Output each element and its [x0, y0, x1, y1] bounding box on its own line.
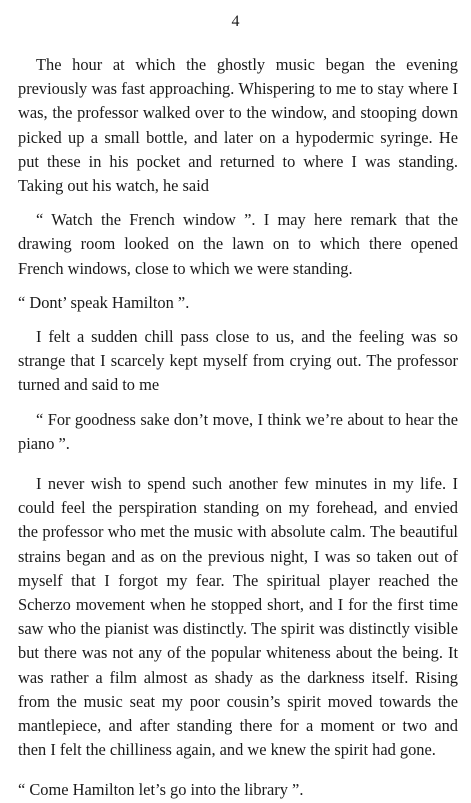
- paragraph-6: I never wish to spend such another few minutes in my life. I could feel the perspiration standing on my forehead, and envied the professor who met the music with absolute calm. The beautiful strains began and as on the previous night, I was so taken out of myself that I forgot my fear. The spiritual player reached the Scherzo movement when he stopped short, and I for the first time saw who the pianist was distinctly. The spirit was distinctly visible but there was not any of the popular whiteness about the being. It was rather a film almost as shady as the darkness itself. Rising from the music seat my poor cousin’s spirit moved towards the mantlepiece, and after standing there for a moment or two and then I felt the chilliness again, and we knew the spirit had gone.: [18, 474, 458, 760]
- page-body: [18, 53, 458, 803]
- paragraph-2: “ Watch the French window ”. I may here remark that the drawing room looked on the lawn on to which there opened French windows, close to which we were standing.: [18, 210, 458, 278]
- page-number: 4: [231, 13, 240, 30]
- paragraph-1: The hour at which the ghostly music began the evening previously was fast approaching. Whispering to me to stay where I was, the professor walked over to the window, and stooping down picked up a small bottle, and later on a hypodermic syringe. He put these in his pocket and returned to where I was standing. Taking out his watch, he said: [18, 55, 458, 196]
- paragraph-4: I felt a sudden chill pass close to us, and the feeling was so strange that I scarcely kept myself from crying out. The professor turned and said to me: [18, 327, 458, 395]
- paragraph-3: “ Dont’ speak Hamilton ”.: [18, 292, 190, 312]
- paragraph-7: “ Come Hamilton let’s go into the library ”.: [18, 780, 304, 800]
- paragraph-5: “ For goodness sake don’t move, I think we’re about to hear the piano ”.: [18, 409, 458, 453]
